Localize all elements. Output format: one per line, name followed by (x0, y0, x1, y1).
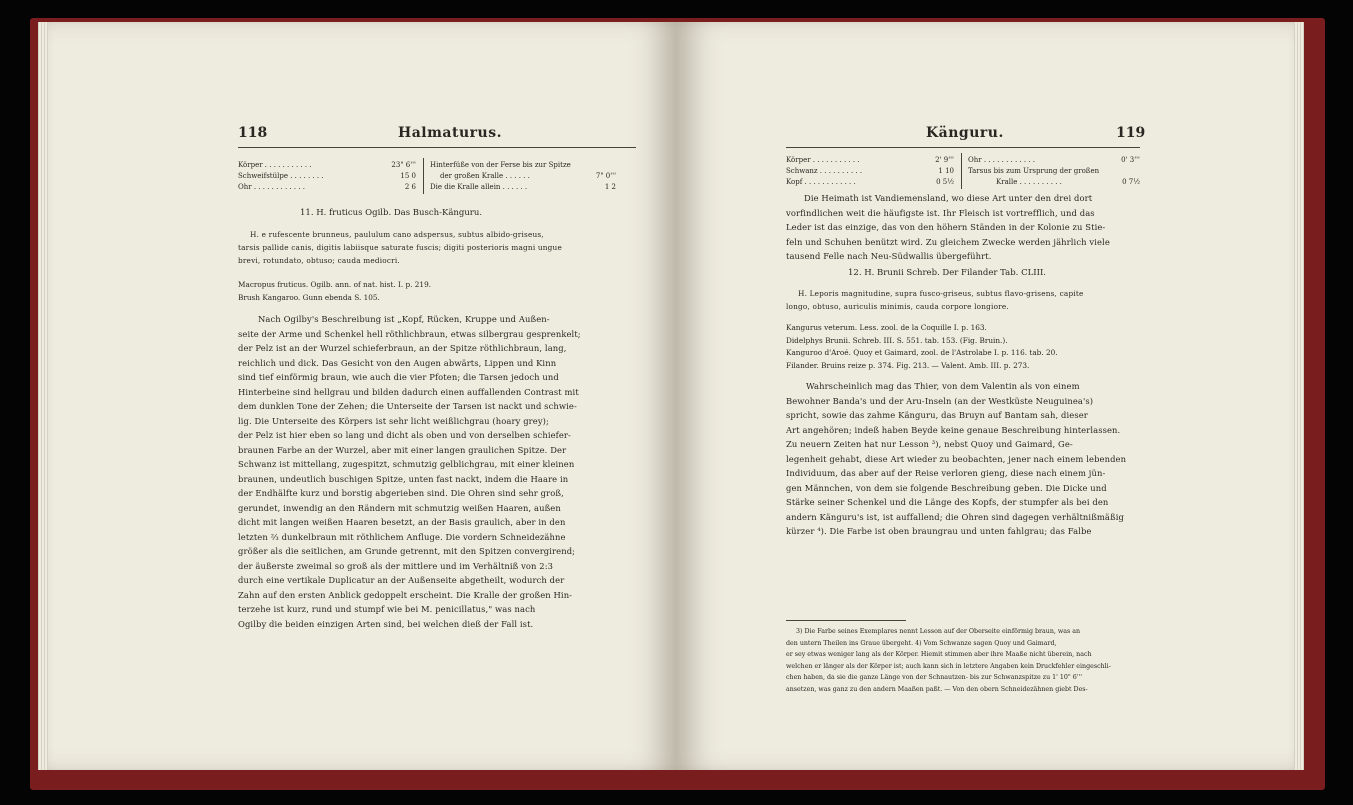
body-line: gerundet, inwendig an den Rändern mit schmutzig weißen Haaren, außen (238, 502, 561, 513)
synonym-line: Brush Kangaroo. Gunn ebenda S. 105. (238, 292, 380, 302)
left-page-edges (38, 22, 48, 770)
body-line: legenheit gehabt, diese Art wieder zu beobachten, jener nach einem lebenden (786, 453, 1127, 464)
body-line: sind tief einförmig braun, wie auch die vier Pfoten; die Tarsen jedoch und (238, 372, 559, 382)
body-line: Leder ist das einzige, das von den höhern Ständen in der Kolonie zu Stie- (786, 222, 1106, 232)
right-page-number: 119 (1116, 125, 1146, 141)
measure-label: Schweifstülpe . . . . . . . . (238, 172, 324, 180)
left-page (38, 22, 676, 770)
left-page-number: 118 (238, 125, 268, 141)
synonym-line: Didelphys Brunii. Schreb. III. S. 551. tab. 153. (Fig. Bruin.). (786, 335, 1008, 345)
body-line: Ogilby die beiden einzigen Arten sind, bei welchen dieß der Fall ist. (238, 618, 534, 629)
footnote-line: ansetzen, was ganz zu den andern Maaßen paßt. — Von den obern Schneidezähnen giebt Des- (786, 685, 1088, 693)
body-line: Zahn auf den ersten Anblick gedoppelt erscheint. Die Kralle der großen Hin- (238, 589, 573, 600)
body-line: lig. Die Unterseite des Körpers ist sehr licht weißlichgrau (hoary grey); (238, 415, 549, 426)
body-line: Individuum, das aber auf der Reise verloren gieng, diese nach einem jün- (786, 468, 1106, 478)
body-line: braunen, undeutlich buschigen Spitze, unten fast nackt, indem die Haare in (238, 473, 569, 484)
measure-value: 7" 0''' (595, 172, 616, 180)
measure-divider (423, 158, 424, 194)
body-text-left (238, 312, 581, 631)
body-line: spricht, sowie das zahme Känguru, das Bruyn auf Bantam sah, dieser (786, 410, 1088, 420)
body-line: dem dunklen Tone der Zehen; die Unterseite der Tarsen ist nackt und schwie- (238, 401, 577, 411)
body-line: Bewohner Banda's und der Aru-Inseln (an der Westküste Neuguinea's) (786, 395, 1094, 406)
right-running-head: Känguru. (926, 125, 1004, 141)
footnote-line: 3) Die Farbe seines Exemplares nennt Lesson auf der Oberseite einförmig braun, was an (796, 628, 1081, 635)
body-line: feln und Schuhen benützt wird. Zu gleichem Zwecke werden jährlich viele (786, 236, 1110, 247)
body-line: der äußerste zweimal so groß als der mittlere und im Verhältniß von 2:3 (238, 560, 554, 571)
body-line: Schwanz ist mittellang, zugespitzt, schmutzig gelblichgrau, mit einer kleinen (238, 459, 575, 469)
body-line: kürzer ⁴). Die Farbe ist oben braungrau und unten fahlgrau; das Falbe (786, 526, 1092, 536)
footnote-line: den untern Theilen ins Graue übergeht. 4) Vom Schwanze sagen Quoy und Gaimard, (786, 639, 1057, 647)
body-line: vorfindlichen weit die häufigste ist. Ihr Fleisch ist vortrefflich, und das (786, 207, 1095, 218)
measure-value: 2 6 (404, 183, 416, 191)
measure-label: Körper . . . . . . . . . . . (238, 161, 312, 169)
measure-label: Schwanz . . . . . . . . . . (786, 167, 863, 175)
diagnosis-line: tarsis pallide canis, digitis labiisque saturate fuscis; digiti posterioris magni ungue (238, 243, 562, 252)
diagnosis-line: longo, obtuso, auriculis minimis, cauda corpore longiore. (786, 302, 1009, 311)
left-header-rule (238, 147, 636, 148)
body-line: Wahrscheinlich mag das Thier, von dem Valentin als von einem (806, 381, 1080, 391)
species-heading-12: 12. H. Brunii Schreb. Der Filander Tab. CLIII. (848, 268, 1046, 278)
footnote-line: chen haben, da sie die ganze Länge von der Schnautzen- bis zur Schwanzspitze zu 1' 10" 6''' (786, 674, 1083, 681)
body-line: Zu neuern Zeiten hat nur Lesson ³), nebst Quoy und Gaimard, Ge- (786, 439, 1073, 449)
measure-label: Ohr . . . . . . . . . . . . (238, 183, 305, 191)
measure-value: 1 10 (938, 167, 954, 175)
synonym-line: Macropus fruticus. Ogilb. ann. of nat. hist. I. p. 219. (238, 280, 432, 289)
body-line: Hinterbeine sind hellgrau und bilden dadurch einen auffallenden Contrast mit (238, 386, 579, 397)
synonyms-11 (238, 279, 431, 304)
body-line: seite der Arme und Schenkel hell röthlichbraun, etwas silbergrau gesprenkelt; (238, 328, 581, 339)
body-line: der Pelz ist an der Wurzel schieferbraun, an der Spitze röthlichbraun, lang, (238, 343, 567, 353)
measure-label: Hinterfüße von der Ferse bis zur Spitze (430, 161, 571, 169)
body-line: gen Männchen, von dem sie folgende Beschreibung geben. Die Dicke und (786, 482, 1107, 493)
body-line: größer als die seitlichen, am Grunde getrennt, mit den Spitzen convergirend; (238, 546, 576, 556)
body-line: braunen Farbe an der Wurzel, aber mit einer langen graulichen Spitze. Der (238, 444, 567, 455)
diagnosis-12 (786, 287, 1084, 313)
body-line: Nach Ogilby's Beschreibung ist „Kopf, Rücken, Kruppe und Außen- (258, 314, 550, 324)
synonym-line: Kangurus veterum. Less. zool. de la Coquille I. p. 163. (786, 323, 987, 332)
synonyms-12 (786, 322, 1058, 372)
footnote-line: er sey etwas weniger lang als der Körper. Hiemit stimmen aber ihre Maaße nicht überein, nach (786, 651, 1092, 658)
body-line: der Pelz ist hier eben so lang und dicht als oben und von derselben schiefer- (238, 430, 571, 440)
footnote-rule (786, 620, 906, 621)
measure-value: 0' 3''' (1121, 156, 1140, 164)
measure-value: 2' 9''' (935, 156, 954, 164)
body-line: andern Känguru's ist, ist auffallend; die Ohren sind dagegen verhältnißmäßig (786, 511, 1124, 522)
body-line: durch eine vertikale Duplicatur an der Außenseite abgetheilt, wodurch der (238, 575, 565, 585)
left-measure-table-b (430, 160, 616, 193)
measure-value: 23" 6''' (391, 161, 416, 169)
measure-label: Körper . . . . . . . . . . . (786, 156, 860, 164)
body-line: terzehe ist kurz, rund und stumpf wie bei M. penicillatus," was nach (238, 604, 536, 614)
body-text-right (786, 379, 1126, 539)
measure-value: 15 0 (400, 172, 416, 180)
measure-value (1108, 166, 1140, 177)
diagnosis-11 (238, 228, 562, 267)
synonym-line: Filander. Bruins reize p. 374. Fig. 213. — Valent. Amb. III. p. 273. (786, 360, 1030, 370)
synonym-line: Kanguroo d'Aroé. Quoy et Gaimard, zool. de l'Astrolabe I. p. 116. tab. 20. (786, 348, 1058, 357)
right-measure-table-a (786, 155, 954, 188)
body-line: tausend Felle nach Neu-Südwallis übergeführt. (786, 251, 992, 261)
left-measure-table-a (238, 160, 416, 193)
measure-value: 0 5½ (936, 178, 954, 186)
body-line: der Endhälfte kurz und borstig abgerieben sind. Die Ohren sind sehr groß, (238, 488, 564, 498)
measure-divider (961, 153, 962, 189)
body-line: dicht mit langen weißen Haaren besetzt, an der Basis graulich, aber in den (238, 517, 566, 527)
body-line: letzten ⅔ dunkelbraun mit röthlichem Anfluge. Die vordern Schneidezähne (238, 531, 566, 542)
body-line: Die Heimath ist Vandiemensland, wo diese Art unter den drei dort (804, 193, 1093, 203)
body-line: Art angehören; indeß haben Beyde keine genaue Beschreibung hinterlassen. (786, 424, 1121, 435)
right-measure-table-b (968, 155, 1140, 188)
diagnosis-line: H. Leporis magnitudine, supra fusco-griseus, subtus flavo-grisens, capite (798, 289, 1084, 298)
measure-value: 0 7½ (1122, 178, 1140, 186)
intro-text-right (786, 191, 1110, 264)
measure-label: Die die Kralle allein . . . . . . (430, 183, 528, 191)
species-heading-11: 11. H. fruticus Ogilb. Das Busch-Känguru. (300, 208, 483, 218)
measure-label: Ohr . . . . . . . . . . . . (968, 156, 1035, 164)
left-running-head: Halmaturus. (398, 125, 502, 141)
diagnosis-line: brevi, rotundato, obtuso; cauda mediocri. (238, 256, 400, 265)
footnotes (786, 626, 1111, 695)
right-page (676, 22, 1304, 770)
right-page-edges (1294, 22, 1304, 770)
measure-label: der großen Kralle . . . . . . (440, 172, 530, 180)
diagnosis-line: H. e rufescente brunneus, paululum cano adspersus, subtus albido-griseus, (250, 230, 544, 239)
measure-label: Kopf . . . . . . . . . . . . (786, 178, 856, 186)
body-line: Stärke seiner Schenkel und die Länge des Kopfs, der stumpfer als bei den (786, 497, 1109, 507)
right-header-rule (786, 147, 1140, 148)
measure-value (584, 160, 616, 171)
measure-label: Tarsus bis zum Ursprung der großen (968, 167, 1100, 175)
footnote-line: welchen er länger als der Körper ist; auch kann sich in letztere Angaben kein Druckfehler eingeschli- (786, 662, 1111, 670)
measure-label: Kralle . . . . . . . . . . (996, 178, 1062, 186)
measure-value: 1 2 (604, 183, 616, 191)
body-line: reichlich und dick. Das Gesicht von den Augen abwärts, Lippen und Kinn (238, 357, 557, 368)
